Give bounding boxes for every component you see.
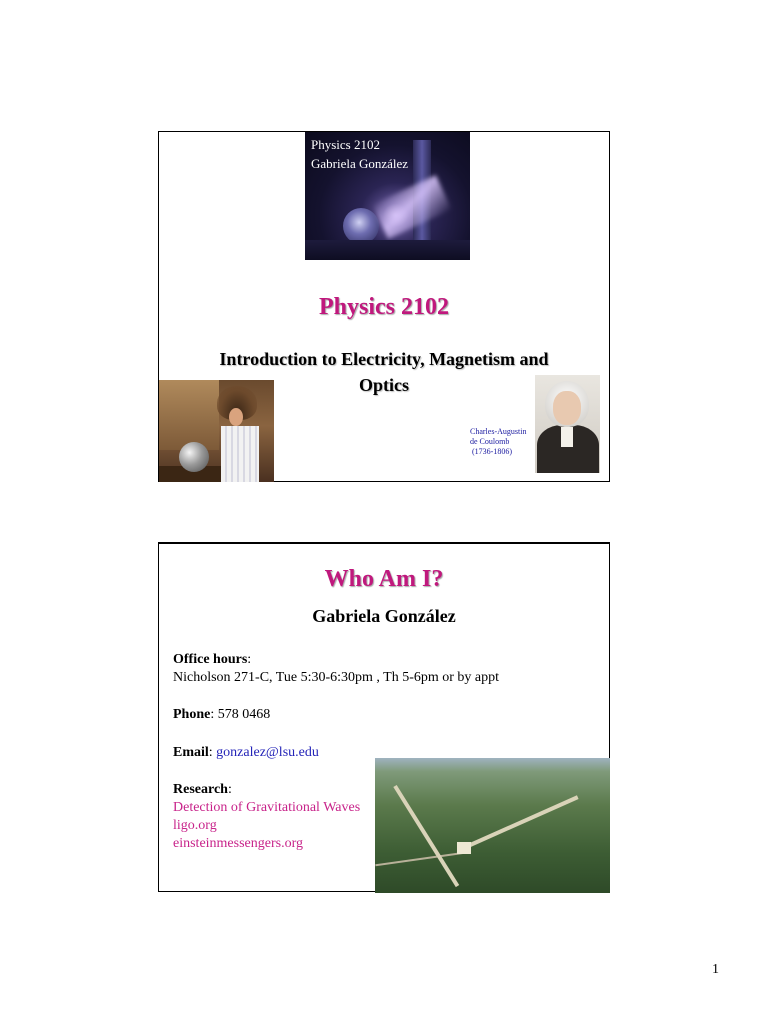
subtitle-line-2: Optics <box>358 375 409 395</box>
phone-value: : 578 0468 <box>210 707 271 722</box>
research-item-einstein[interactable]: einsteinmessengers.org <box>173 836 303 851</box>
photo-caption-name: Gabriela González <box>311 156 409 171</box>
instructor-name: Gabriela González <box>312 606 456 626</box>
phone-label: Phone <box>173 707 211 722</box>
slide-1 <box>158 131 610 482</box>
research-item-gw[interactable]: Detection of Gravitational Waves <box>173 800 361 815</box>
tesla-coil-photo <box>305 132 470 260</box>
research-item-ligo[interactable]: ligo.org <box>173 818 217 833</box>
photo-caption-course: Physics 2102 <box>311 137 380 152</box>
coulomb-caption: Charles-Augustin de Coulomb (1736-1806) <box>470 427 527 456</box>
office-hours-value: Nicholson 271-C, Tue 5:30-6:30pm , Th 5-6pm or by appt <box>173 670 500 685</box>
coulomb-portrait <box>535 375 600 473</box>
slide-1-title: Physics 2102 <box>318 294 449 320</box>
research: Research: Detection of Gravitational Waves ligo.org einsteinmessengers.org <box>173 782 361 851</box>
email-label: Email <box>173 745 209 760</box>
office-hours: Office hours: Nicholson 271-C, Tue 5:30-6:30pm , Th 5-6pm or by appt <box>173 652 500 685</box>
ligo-aerial-photo <box>375 758 610 893</box>
subtitle-line-1: Introduction to Electricity, Magnetism and <box>219 349 549 369</box>
slide-2 <box>158 542 610 892</box>
research-label: Research <box>173 782 228 797</box>
slide-2-title: Who Am I? <box>324 566 444 592</box>
email: Email: gonzalez@lsu.edu <box>173 745 319 760</box>
page-number: 1 <box>712 962 719 977</box>
email-link[interactable]: gonzalez@lsu.edu <box>216 745 319 760</box>
office-hours-label: Office hours <box>173 652 248 667</box>
static-hair-photo <box>159 380 274 482</box>
phone <box>173 706 270 724</box>
